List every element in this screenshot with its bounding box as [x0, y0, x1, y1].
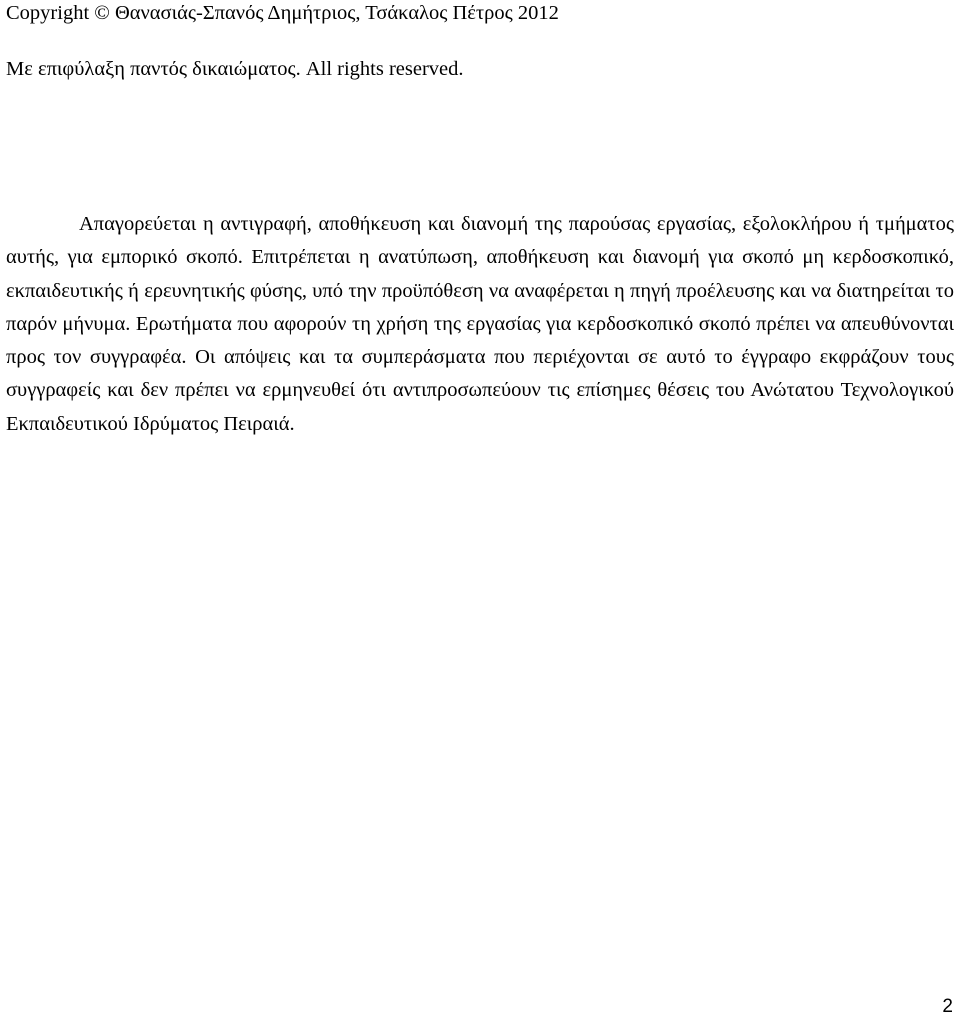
page-number: 2 [942, 996, 953, 1017]
copyright-notice: Copyright © Θανασιάς-Σπανός Δημήτριος, Τσάκαλος Πέτρος 2012 [6, 2, 559, 24]
rights-reserved-notice: Με επιφύλαξη παντός δικαιώματος. All rights reserved. [6, 58, 464, 80]
usage-restrictions-paragraph: Απαγορεύεται η αντιγραφή, αποθήκευση και διανομή της παρούσας εργασίας, εξολοκλήρου ή τμήματος αυτής, για εμπορικό σκοπό. Επιτρέπεται η ανατύπωση, αποθήκευση και διανομή για σκοπό μη κερδοσκοπικό, εκπαιδευτικής ή ερευνητικής φύσης, υπό την προϋπόθεση να αναφέρεται η πηγή προέλευσης και να διατηρείται το παρόν μήνυμα. Ερωτήματα που αφορούν τη χρήση της εργασίας για κερδοσκοπικό σκοπό πρέπει να απευθύνονται προς τον συγγραφέα. Οι απόψεις και τα συμπεράσματα που περιέχονται σε αυτό το έγγραφο εκφράζουν τους συγγραφείς και δεν πρέπει να ερμηνευθεί ότι αντιπροσωπεύουν τις επίσημες θέσεις του Ανώτατου Τεχνολογικού Εκπαιδευτικού Ιδρύματος Πειραιά. [6, 213, 954, 435]
